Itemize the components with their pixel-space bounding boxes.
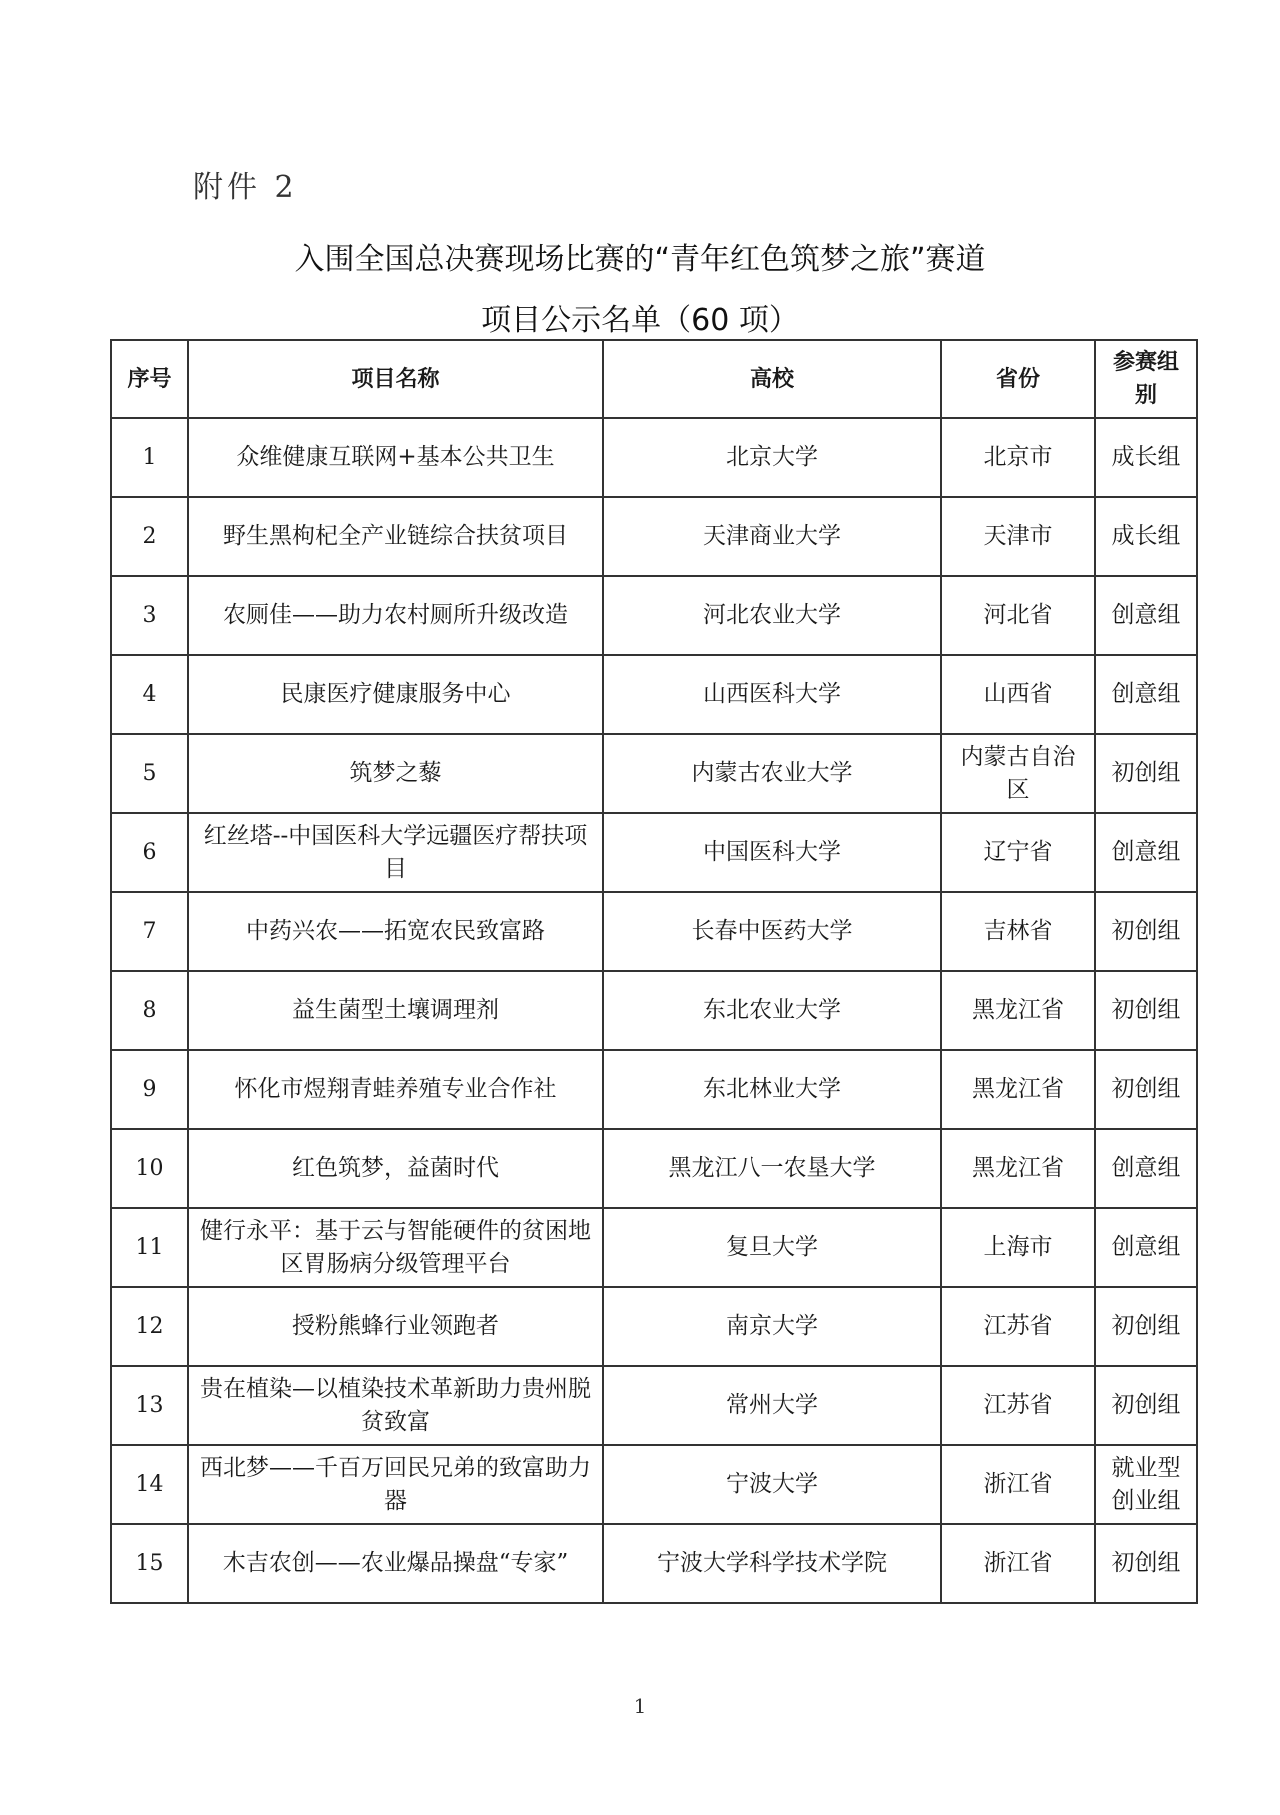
university-name: 东北农业大学 <box>603 971 941 1050</box>
project-name: 民康医疗健康服务中心 <box>188 655 603 734</box>
province-name: 黑龙江省 <box>941 1050 1095 1129</box>
university-name: 北京大学 <box>603 418 941 497</box>
table-row <box>111 1129 1197 1208</box>
row-number: 1 <box>111 418 188 497</box>
province-name: 山西省 <box>941 655 1095 734</box>
project-name: 益生菌型土壤调理剂 <box>188 971 603 1050</box>
project-list-table <box>110 339 1198 1604</box>
group-name: 初创组 <box>1095 734 1197 813</box>
group-name: 创意组 <box>1095 655 1197 734</box>
project-name: 木吉农创——农业爆品操盘“专家” <box>188 1524 603 1603</box>
table-row <box>111 1050 1197 1129</box>
university-name: 内蒙古农业大学 <box>603 734 941 813</box>
project-name: 怀化市煜翔青蛙养殖专业合作社 <box>188 1050 603 1129</box>
table-row <box>111 418 1197 497</box>
university-name: 中国医科大学 <box>603 813 941 892</box>
project-name: 中药兴农——拓宽农民致富路 <box>188 892 603 971</box>
header-university: 高校 <box>603 340 941 418</box>
table-row <box>111 1208 1197 1287</box>
document-title: 入围全国总决赛现场比赛的“青年红色筑梦之旅”赛道 <box>294 242 986 277</box>
group-name: 初创组 <box>1095 892 1197 971</box>
university-name: 天津商业大学 <box>603 497 941 576</box>
province-name: 江苏省 <box>941 1366 1095 1445</box>
group-name: 成长组 <box>1095 418 1197 497</box>
province-name: 北京市 <box>941 418 1095 497</box>
university-name: 宁波大学科学技术学院 <box>603 1524 941 1603</box>
province-name: 浙江省 <box>941 1445 1095 1524</box>
university-name: 宁波大学 <box>603 1445 941 1524</box>
table-row <box>111 813 1197 892</box>
province-name: 黑龙江省 <box>941 971 1095 1050</box>
row-number: 8 <box>111 971 188 1050</box>
university-name: 山西医科大学 <box>603 655 941 734</box>
project-name: 红色筑梦，益菌时代 <box>188 1129 603 1208</box>
row-number: 3 <box>111 576 188 655</box>
group-name: 初创组 <box>1095 1050 1197 1129</box>
table-row <box>111 1524 1197 1603</box>
project-name: 筑梦之藜 <box>188 734 603 813</box>
row-number: 15 <box>111 1524 188 1603</box>
university-name: 常州大学 <box>603 1366 941 1445</box>
project-name: 野生黑枸杞全产业链综合扶贫项目 <box>188 497 603 576</box>
table-row <box>111 655 1197 734</box>
table-header-row <box>111 340 1197 418</box>
project-name: 众维健康互联网+基本公共卫生 <box>188 418 603 497</box>
province-name: 河北省 <box>941 576 1095 655</box>
header-province: 省份 <box>941 340 1095 418</box>
table-row <box>111 1445 1197 1524</box>
province-name: 浙江省 <box>941 1524 1095 1603</box>
table-row <box>111 576 1197 655</box>
university-name: 河北农业大学 <box>603 576 941 655</box>
row-number: 11 <box>111 1208 188 1287</box>
project-name: 红丝塔--中国医科大学远疆医疗帮扶项目 <box>188 813 603 892</box>
group-name: 就业型创业组 <box>1095 1445 1197 1524</box>
university-name: 东北林业大学 <box>603 1050 941 1129</box>
row-number: 12 <box>111 1287 188 1366</box>
project-name: 西北梦——千百万回民兄弟的致富助力器 <box>188 1445 603 1524</box>
group-name: 创意组 <box>1095 813 1197 892</box>
group-name: 成长组 <box>1095 497 1197 576</box>
group-name: 创意组 <box>1095 576 1197 655</box>
province-name: 江苏省 <box>941 1287 1095 1366</box>
university-name: 黑龙江八一农垦大学 <box>603 1129 941 1208</box>
university-name: 复旦大学 <box>603 1208 941 1287</box>
table-row <box>111 1287 1197 1366</box>
table-row <box>111 1366 1197 1445</box>
group-name: 初创组 <box>1095 1366 1197 1445</box>
group-name: 初创组 <box>1095 1287 1197 1366</box>
university-name: 长春中医药大学 <box>603 892 941 971</box>
row-number: 6 <box>111 813 188 892</box>
header-project: 项目名称 <box>188 340 603 418</box>
university-name: 南京大学 <box>603 1287 941 1366</box>
document-subtitle: 项目公示名单（60 项） <box>481 303 799 338</box>
province-name: 天津市 <box>941 497 1095 576</box>
row-number: 9 <box>111 1050 188 1129</box>
attachment-label: 附件 2 <box>193 170 298 205</box>
header-group: 参赛组别 <box>1095 340 1197 418</box>
project-name: 农厕佳——助力农村厕所升级改造 <box>188 576 603 655</box>
table-row <box>111 892 1197 971</box>
project-name: 授粉熊蜂行业领跑者 <box>188 1287 603 1366</box>
table-row <box>111 734 1197 813</box>
group-name: 创意组 <box>1095 1208 1197 1287</box>
row-number: 5 <box>111 734 188 813</box>
province-name: 黑龙江省 <box>941 1129 1095 1208</box>
row-number: 14 <box>111 1445 188 1524</box>
table-body <box>111 418 1197 1603</box>
row-number: 4 <box>111 655 188 734</box>
page-number: 1 <box>633 1694 647 1718</box>
header-no: 序号 <box>111 340 188 418</box>
group-name: 初创组 <box>1095 1524 1197 1603</box>
province-name: 辽宁省 <box>941 813 1095 892</box>
table-row <box>111 497 1197 576</box>
row-number: 13 <box>111 1366 188 1445</box>
project-name: 贵在植染—以植染技术革新助力贵州脱贫致富 <box>188 1366 603 1445</box>
group-name: 创意组 <box>1095 1129 1197 1208</box>
province-name: 内蒙古自治区 <box>941 734 1095 813</box>
group-name: 初创组 <box>1095 971 1197 1050</box>
row-number: 7 <box>111 892 188 971</box>
row-number: 2 <box>111 497 188 576</box>
table-row <box>111 971 1197 1050</box>
row-number: 10 <box>111 1129 188 1208</box>
project-name: 健行永平：基于云与智能硬件的贫困地区胃肠病分级管理平台 <box>188 1208 603 1287</box>
province-name: 吉林省 <box>941 892 1095 971</box>
province-name: 上海市 <box>941 1208 1095 1287</box>
